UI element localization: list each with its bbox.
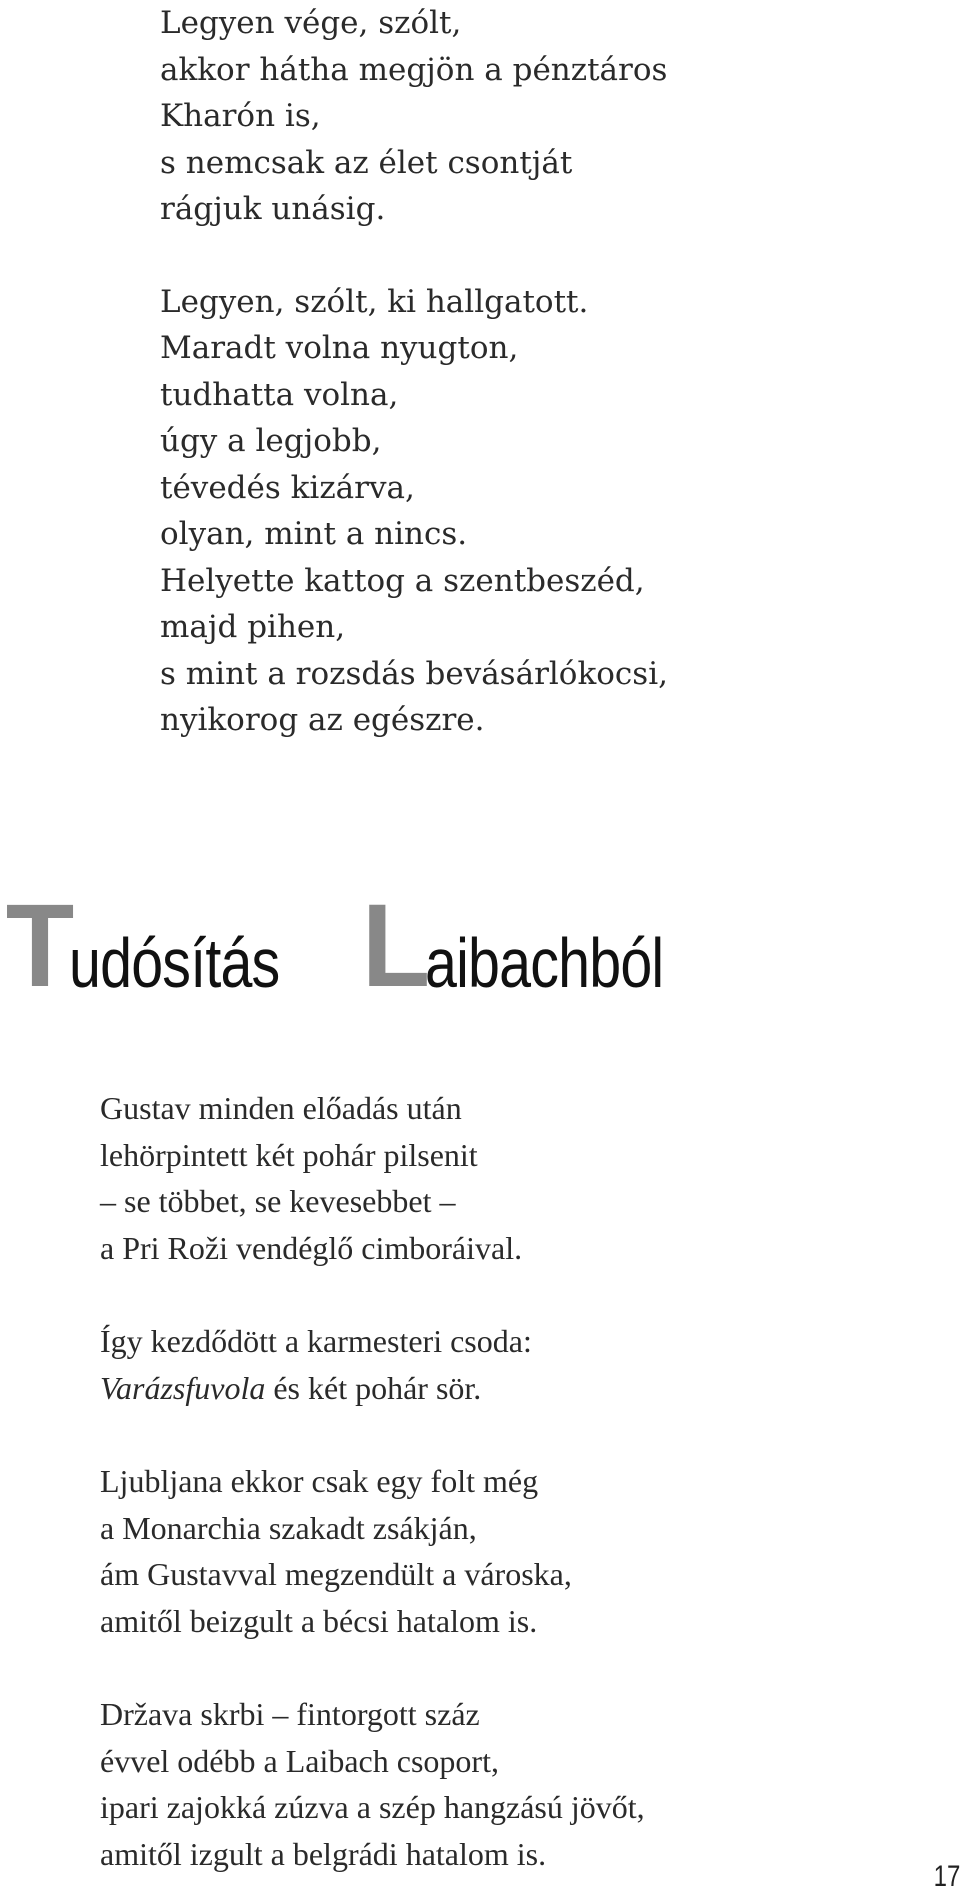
- poem-line-rest: és két pohár sör.: [265, 1369, 482, 1406]
- title-word-2: [360, 880, 716, 1012]
- italic-title-varazsfuvola: Varázsfuvola: [100, 1369, 266, 1406]
- stanza-2: [160, 279, 920, 744]
- poem-line: Legyen, szólt, ki hallgatott.: [160, 283, 589, 320]
- page-number: 17: [933, 1860, 960, 1893]
- poem-line: ipari zajokká zúzva a szép hangzású jövőt,: [100, 1789, 645, 1825]
- poem-line: a Pri Roži vendéglő cimboráival.: [100, 1229, 523, 1266]
- poem-line: s mint a rozsdás bevásárlókocsi,: [160, 655, 668, 692]
- title-word-2-rest: aibachból: [424, 924, 664, 1003]
- stanza-1: [160, 0, 920, 233]
- poem-line: lehörpintett két pohár pilsenit: [100, 1136, 478, 1173]
- title-word-1: [4, 880, 326, 1012]
- poem-bottom: [100, 1085, 920, 1877]
- poem-title: [4, 880, 716, 1012]
- poem-line: Helyette kattog a szentbeszéd,: [160, 562, 645, 599]
- poem-top: [160, 0, 920, 744]
- poem-line: s nemcsak az élet csontját: [160, 144, 573, 181]
- poem-line: nyikorog az egészre.: [160, 702, 485, 738]
- title-word-1-rest: udósítás: [69, 924, 280, 1003]
- poem-line: a Monarchia szakadt zsákján,: [100, 1509, 477, 1546]
- poem-line: Legyen vége, szólt,: [160, 5, 462, 41]
- poem-line: évvel odébb a Laibach csoport,: [100, 1742, 499, 1779]
- poem-line: akkor hátha megjön a pénztáros: [160, 51, 668, 88]
- poem-line: – se többet, se kevesebbet –: [100, 1183, 456, 1219]
- title-initial-l: L: [361, 880, 430, 1012]
- poem-line: ám Gustavval megzendült a városka,: [100, 1556, 572, 1592]
- poem-line: Ljubljana ekkor csak egy folt még: [100, 1463, 539, 1499]
- stanza-4: [100, 1318, 920, 1411]
- stanza-5: [100, 1458, 920, 1644]
- stanza-6: [100, 1691, 920, 1877]
- poem-line: Így kezdődött a karmesteri csoda:: [100, 1323, 532, 1359]
- stanza-3: [100, 1085, 920, 1271]
- poem-line: tudhatta volna,: [160, 376, 399, 413]
- poem-line: Gustav minden előadás után: [100, 1090, 462, 1126]
- poem-line: rágjuk unásig.: [160, 191, 386, 227]
- poem-line: [100, 1365, 920, 1412]
- poem-line: úgy a legjobb,: [160, 423, 382, 459]
- poem-line: Maradt volna nyugton,: [160, 330, 519, 366]
- poem-line: olyan, mint a nincs.: [160, 516, 468, 552]
- poem-line: amitől beizgult a bécsi hatalom is.: [100, 1602, 538, 1639]
- poem-line: tévedés kizárva,: [160, 469, 415, 506]
- title-initial-t: T: [5, 880, 74, 1012]
- poem-line: Kharón is,: [160, 98, 321, 134]
- poem-line: majd pihen,: [160, 609, 346, 645]
- poem-line: Država skrbi – fintorgott száz: [100, 1696, 480, 1732]
- poem-line: amitől izgult a belgrádi hatalom is.: [100, 1835, 547, 1872]
